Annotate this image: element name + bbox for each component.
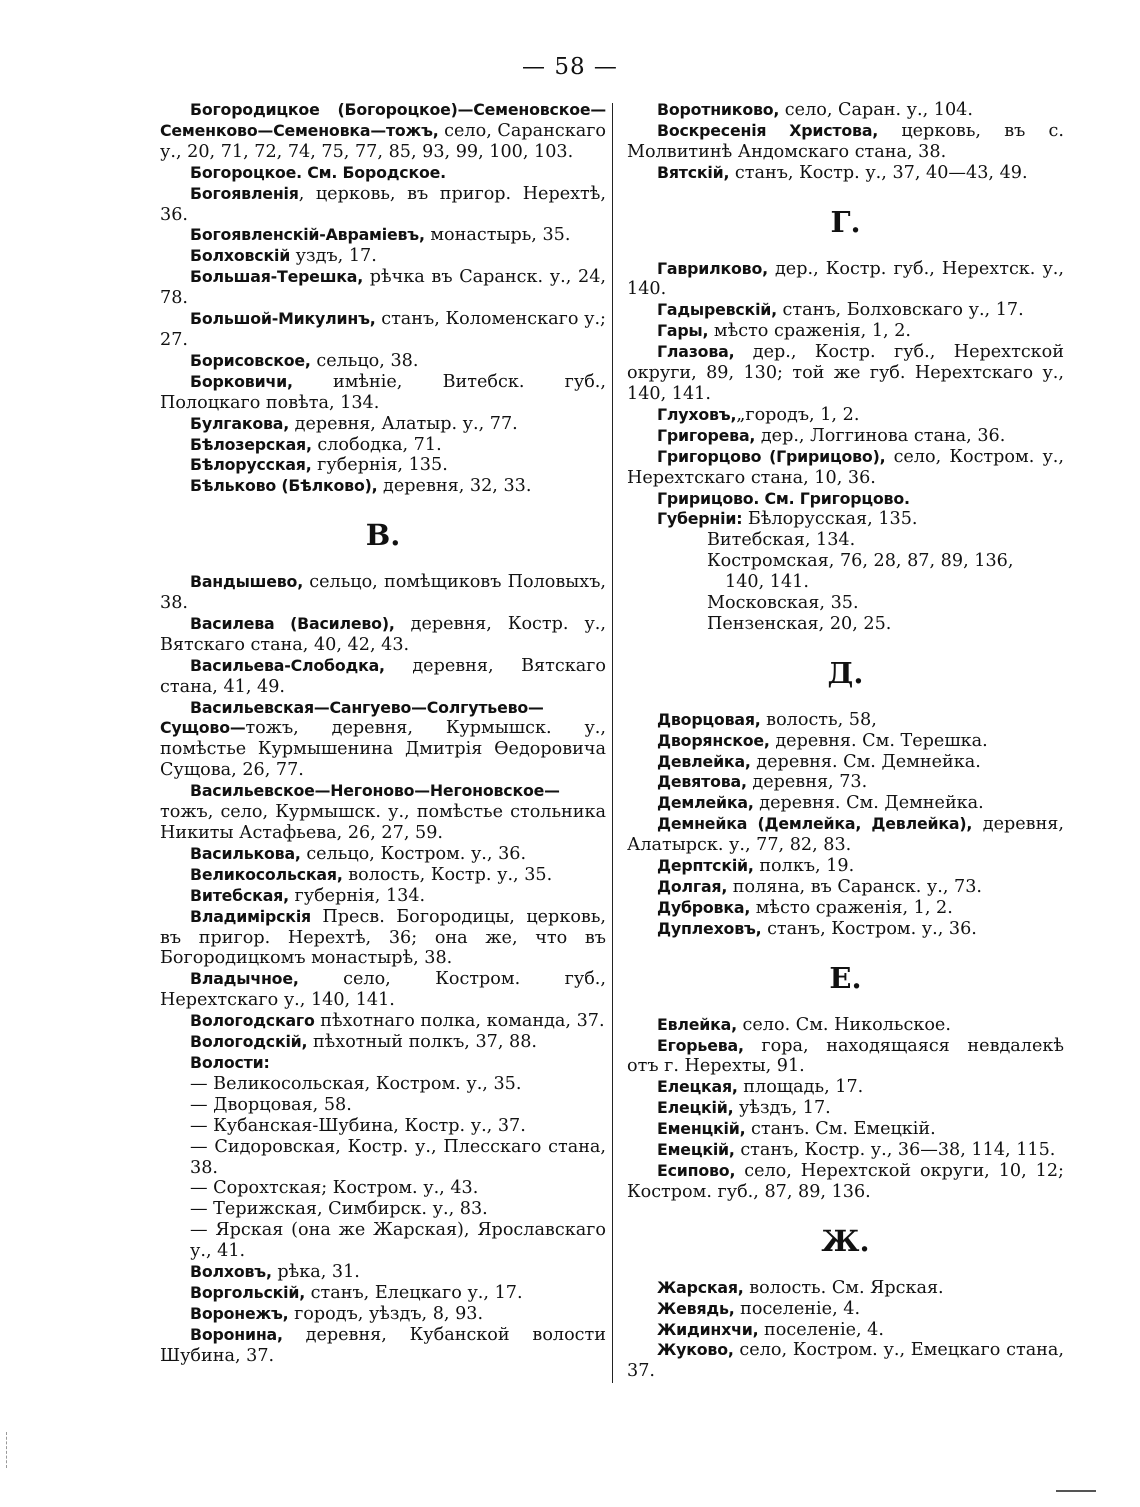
entry-headword: Демлейка, — [657, 793, 754, 813]
entry-headword: Воронина, — [190, 1324, 283, 1344]
entry-headword: Дворцовая, — [657, 709, 761, 729]
section-letter: Д. — [827, 655, 864, 690]
index-entry — [627, 898, 1064, 919]
entry-headword: Воргольскій, — [190, 1282, 306, 1302]
index-entry — [160, 844, 606, 865]
entry-text: деревня, Костр. у., Вятскаго стана, 40, 42, 43. — [160, 613, 606, 655]
index-entry — [627, 259, 1064, 301]
entry-headword: Владычное, — [190, 969, 299, 989]
index-subentry: — Терижская, Симбирск. у., 83. — [190, 1199, 488, 1220]
entry-text: поляна, въ Саранск. у., 73. — [727, 877, 983, 897]
entry-headword: Григорева, — [657, 425, 756, 445]
section-letter: В. — [365, 518, 401, 553]
entry-headword: Жевядь, — [657, 1298, 735, 1318]
index-entry — [627, 1119, 1064, 1140]
entry-headword: Витебская, — [190, 885, 289, 905]
entry-headword: Емецкій, — [657, 1140, 735, 1160]
index-entry — [160, 572, 606, 614]
entry-text: тожъ, деревня, Курмышск. у., помѣстье Курмышенина Дмитрія Ѳедоровича Сущова, 26, 77. — [160, 718, 606, 781]
entry-headword: Воскресенія Христова, — [657, 120, 879, 140]
index-entry — [160, 163, 606, 184]
index-entry — [627, 121, 1064, 163]
index-subentry: 140, 141. — [725, 572, 809, 593]
entry-headword: Глуховъ, — [657, 404, 737, 424]
entry-headword: Жарская, — [657, 1277, 744, 1297]
entry-headword: Гары, — [657, 321, 709, 341]
entry-text: поселеніе, 4. — [758, 1319, 884, 1340]
entry-text: станъ, Елецкаго у., 17. — [305, 1282, 523, 1303]
entry-text: станъ, Костром. у., 36. — [761, 918, 977, 939]
entry-headword: Бѣлорусская, — [190, 455, 312, 475]
page-number: — 58 — — [522, 54, 618, 80]
index-entry — [160, 1032, 606, 1053]
index-entry — [160, 781, 606, 844]
entry-text: сельцо, 38. — [310, 350, 419, 371]
entry-headword: Вандышево, — [190, 572, 303, 592]
index-entry — [627, 772, 1064, 793]
entry-headword: Борковичи, — [190, 371, 293, 391]
index-entry — [627, 163, 1064, 184]
entry-headword: Демнейка (Демлейка, Девлейка), — [657, 814, 973, 834]
index-entry — [160, 309, 606, 351]
index-entry — [627, 919, 1064, 940]
entry-text: Бѣлорусская, 135. — [742, 509, 918, 530]
index-entry — [160, 969, 606, 1011]
index-subentry: — Ярская (она же Жарская), Ярославскаго у., 41. — [190, 1220, 606, 1262]
section-letter: Ж. — [821, 1223, 870, 1258]
entry-headword: Богоявленія — [190, 183, 299, 203]
index-entry — [627, 710, 1064, 731]
entry-text: „городъ, 1, 2. — [736, 404, 860, 425]
index-entry — [627, 1161, 1064, 1203]
index-entry — [627, 1140, 1064, 1161]
index-subentry: — Сорохтская; Костром. у., 43. — [190, 1178, 479, 1199]
index-subentry: Витебская, 134. — [707, 530, 856, 551]
index-entry — [160, 246, 606, 267]
entry-headword: Гадыревскій, — [657, 300, 777, 320]
entry-text: имѣніе, Витебск. губ., Полоцкаго повѣта, 134. — [160, 371, 606, 413]
entry-headword: Великосольская, — [190, 864, 343, 884]
index-entry — [627, 1077, 1064, 1098]
entry-text: монастырь, 35. — [424, 225, 571, 246]
entry-headword: Дубровка, — [657, 897, 751, 917]
index-entry — [160, 865, 606, 886]
index-entry — [160, 1262, 606, 1283]
entry-text: полкъ, 19. — [753, 856, 855, 877]
entry-headword: Воротниково, — [657, 100, 780, 119]
entry-headword: Василькова, — [190, 843, 301, 863]
entry-headword: Богородицкое (Богороцкое)—Семеновское—Семенково—Семеновка—тожъ, — [160, 100, 606, 140]
index-subentry: Костромская, 76, 28, 87, 89, 136, — [707, 551, 1014, 572]
entry-text: губернія, 134. — [288, 885, 426, 906]
entry-text: село. См. Никольское. — [736, 1014, 951, 1035]
entry-text: волость. См. Ярская. — [743, 1277, 944, 1298]
index-entry — [160, 414, 606, 435]
index-entry — [627, 100, 1064, 121]
entry-headword: Василева (Василево), — [190, 613, 395, 633]
index-entry — [160, 1053, 606, 1074]
entry-text: пѣхотный полкъ, 37, 88. — [307, 1032, 538, 1053]
index-entry — [160, 455, 606, 476]
entry-text: губернія, 135. — [311, 455, 448, 476]
index-entry — [627, 856, 1064, 877]
index-entry — [627, 321, 1064, 342]
index-entry — [160, 1011, 606, 1032]
entry-headword: Есипово, — [657, 1160, 736, 1180]
entry-text: волость, 58, — [760, 709, 877, 730]
index-subentry: — Дворцовая, 58. — [190, 1094, 352, 1115]
index-entry — [627, 300, 1064, 321]
entry-headword: Долгая, — [657, 877, 728, 896]
entry-headword: Жидинхчи, — [657, 1319, 759, 1339]
entry-text: городъ, уѣздъ, 8, 93. — [288, 1303, 484, 1324]
entry-headword: Васильевское—Негоново—Негоновское— — [190, 781, 560, 801]
entry-text: мѣсто сраженія, 1, 2. — [708, 321, 911, 342]
entry-text: деревня. См. Демнейка. — [753, 793, 984, 814]
index-entry — [160, 351, 606, 372]
entry-text: деревня. См. Терешка. — [769, 730, 988, 751]
index-entry — [160, 907, 606, 970]
entry-headword: Волховъ, — [190, 1262, 272, 1282]
index-entry — [627, 1278, 1064, 1299]
entry-headword: Вятскій, — [657, 162, 730, 182]
entry-headword: Вологодскаго — [190, 1011, 315, 1031]
entry-text: деревня, Алатырск. у., 77, 82, 83. — [627, 814, 1064, 856]
index-entry — [627, 447, 1064, 489]
index-entry — [627, 814, 1064, 856]
entry-text: волость, Костр. у., 35. — [342, 864, 553, 885]
index-entry — [627, 1320, 1064, 1341]
entry-text: гора, находящаяся невдалекѣ отъ г. Нерехты, 91. — [627, 1035, 1064, 1077]
entry-text: сельцо, Костром. у., 36. — [300, 843, 527, 864]
entry-headword: Еменцкій, — [657, 1119, 746, 1139]
entry-text: деревня, Кубанской волости Шубина, 37. — [160, 1324, 606, 1366]
entry-text: станъ. См. Емецкій. — [745, 1119, 936, 1140]
index-entry — [160, 476, 606, 497]
entry-headword: Девятова, — [657, 772, 747, 792]
entry-text: уздъ, 17. — [290, 246, 377, 267]
index-entry — [627, 793, 1064, 814]
entry-headword: Бѣлозерская, — [190, 434, 312, 454]
entry-text: рѣка, 31. — [271, 1262, 360, 1283]
entry-text: слободка, 71. — [311, 434, 442, 455]
entry-headword: Евлейка, — [657, 1014, 737, 1034]
entry-headword: Дуплеховъ, — [657, 918, 762, 938]
index-subentry: Московская, 35. — [707, 593, 859, 614]
entry-text: деревня, Алатыр. у., 77. — [289, 413, 518, 434]
index-entry — [160, 614, 606, 656]
entry-text: станъ, Болховскаго у., 17. — [776, 300, 1024, 321]
index-entry — [627, 405, 1064, 426]
entry-text: станъ, Коломенскаго у.; 27. — [160, 309, 606, 350]
entry-text: село, Костром. губ., Нерехтскаго у., 140, 141. — [160, 969, 606, 1011]
entry-text: церковь, въ с. Молвитинѣ Андомскаго стана, 38. — [627, 120, 1065, 162]
index-entry — [627, 342, 1064, 405]
entry-headword: Гририцово. См. Григорцово. — [657, 488, 910, 508]
entry-headword: Волости: — [190, 1052, 270, 1072]
entry-text: пѣхотнаго полка, команда, 37. — [314, 1011, 605, 1032]
entry-text: село, Саранскаго у., 20, 71, 72, 74, 75, 77, 85, 93, 99, 100, 103. — [160, 120, 606, 162]
entry-headword: Васильева-Слободка, — [190, 655, 385, 675]
index-entry — [627, 509, 1064, 530]
entry-headword: Большой-Микулинъ, — [190, 309, 376, 329]
entry-headword: Елецкій, — [657, 1098, 734, 1118]
entry-text: станъ, Костр. у., 36—38, 114, 115. — [734, 1140, 1056, 1161]
entry-text: деревня, Вятскаго стана, 41, 49. — [160, 655, 606, 697]
entry-text: село, Костром. у., Нерехтскаго стана, 10, 36. — [627, 446, 1064, 488]
scan-mark — [1056, 1490, 1096, 1492]
entry-text: мѣсто сраженія, 1, 2. — [750, 897, 953, 918]
index-entry — [627, 1098, 1064, 1119]
index-subentry: — Сидоровская, Костр. у., Плесскаго стана, 38. — [190, 1136, 606, 1178]
index-entry — [627, 1299, 1064, 1320]
entry-text: дер., Костр. губ., Нерехтской округи, 89, 130; той же губ. Нерехтскаго у., 140, 141. — [627, 342, 1064, 404]
section-letter: Е. — [829, 960, 862, 995]
index-entry — [160, 656, 606, 698]
right-column — [627, 100, 1064, 1382]
entry-text: деревня, 73. — [746, 772, 868, 793]
entry-headword: Булгакова, — [190, 413, 290, 433]
entry-headword: Большая-Терешка, — [190, 267, 364, 287]
entry-text: дер., Костр. губ., Нерехтск. у., 140. — [627, 258, 1064, 300]
entry-headword: Дворянское, — [657, 730, 770, 750]
index-entry — [627, 877, 1064, 898]
scan-edge-mark — [6, 1432, 8, 1468]
entry-text: деревня, 32, 33. — [377, 476, 532, 497]
index-subentry: — Великосольская, Костром. у., 35. — [190, 1073, 522, 1094]
entry-text: станъ, Костр. у., 37, 40—43, 49. — [729, 162, 1028, 183]
index-subentry: Пензенская, 20, 25. — [707, 613, 892, 634]
entry-headword: Воронежъ, — [190, 1303, 289, 1323]
entry-text: село, Саран. у., 104. — [779, 100, 973, 120]
column-divider — [612, 103, 613, 1383]
entry-text: площадь, 17. — [737, 1077, 864, 1098]
entry-headword: Глазова, — [657, 342, 735, 362]
entry-headword: Богороцкое. См. Бородское. — [190, 162, 446, 182]
entry-headword: Жуково, — [657, 1340, 734, 1360]
entry-headword: Григорцово (Гририцово), — [657, 446, 886, 466]
entry-text: рѣчка въ Саранск. у., 24, 78. — [160, 267, 606, 309]
index-entry — [160, 698, 606, 782]
index-entry — [627, 731, 1064, 752]
entry-headword: Болховскій — [190, 246, 291, 266]
entry-text: дер., Логгинова стана, 36. — [755, 425, 1006, 446]
entry-headword: Бѣльково (Бѣлково), — [190, 476, 378, 496]
entry-headword: Елецкая, — [657, 1077, 738, 1097]
index-entry — [627, 1036, 1064, 1078]
index-entry — [160, 184, 606, 226]
index-entry — [160, 100, 606, 163]
index-entry — [627, 1015, 1064, 1036]
entry-headword: Егорьева, — [657, 1035, 744, 1055]
index-entry — [160, 372, 606, 414]
index-subentry: — Кубанская-Шубина, Костр. у., 37. — [190, 1115, 526, 1136]
index-entry — [160, 435, 606, 456]
entry-headword: Губерніи: — [657, 509, 743, 529]
index-entry — [627, 752, 1064, 773]
entry-headword: Борисовское, — [190, 350, 311, 370]
entry-text: Пресв. Богородицы, церковь, въ пригор. Нерехтѣ, 36; она же, что въ Богородицкомъ монастырѣ, 38. — [160, 906, 606, 969]
entry-headword: Владимірскія — [190, 906, 311, 926]
entry-text: село, Нерехтской округи, 10, 12; Костром. губ., 87, 89, 136. — [627, 1160, 1064, 1202]
entry-headword: Гаврилково, — [657, 258, 768, 278]
entry-text: поселеніе, 4. — [734, 1298, 861, 1319]
index-entry — [160, 1304, 606, 1325]
entry-text: тожъ, село, Курмышск. у., помѣстье стольника Никиты Астафьева, 26, 27, 59. — [160, 802, 606, 843]
entry-text: уѣздъ, 17. — [733, 1098, 831, 1119]
index-entry — [627, 1340, 1064, 1382]
entry-headword: Вологодскій, — [190, 1032, 308, 1052]
left-column — [160, 100, 606, 1367]
entry-headword: Девлейка, — [657, 751, 751, 771]
index-entry — [627, 489, 1064, 510]
entry-headword: Васильевская—Сангуево—Солгутьево—Сущово— — [160, 697, 544, 738]
section-letter: Г. — [830, 204, 861, 239]
entry-text: сельцо, помѣщиковъ Половыхъ, 38. — [160, 572, 606, 614]
entry-text: , церковь, въ пригор. Нерехтѣ, 36. — [160, 183, 606, 225]
index-entry — [160, 267, 606, 309]
index-entry — [160, 1283, 606, 1304]
entry-headword: Богоявленскій-Авраміевъ, — [190, 225, 425, 245]
entry-headword: Дерптскій, — [657, 856, 754, 876]
entry-text: село, Костром. у., Емецкаго стана, 37. — [627, 1340, 1064, 1382]
entry-text: деревня. См. Демнейка. — [750, 751, 981, 772]
index-entry — [160, 1325, 606, 1367]
index-entry — [627, 426, 1064, 447]
index-entry — [160, 886, 606, 907]
index-entry — [160, 225, 606, 246]
